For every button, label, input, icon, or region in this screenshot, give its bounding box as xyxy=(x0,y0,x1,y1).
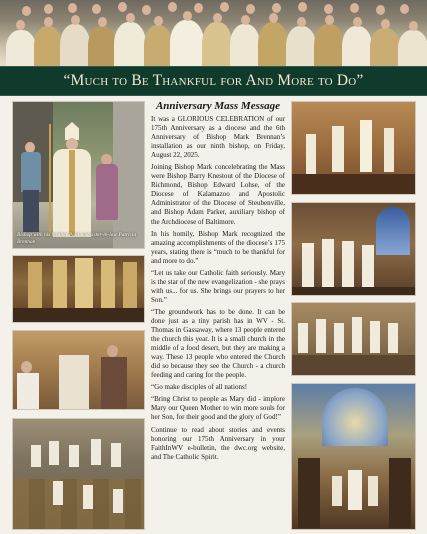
photo-altar-procession xyxy=(291,101,416,195)
photo-cathedral-nave xyxy=(291,383,416,530)
article-paragraph: “Let us take our Catholic faith seriously. Mary is the star of the new evangelization - she prays with us... for us. She brings our prayers to her Son.” xyxy=(151,268,285,304)
headline-title: “Much to Be Thankful for And More to Do” xyxy=(63,72,364,89)
article-heading: Anniversary Mass Message xyxy=(155,100,281,112)
photo-caption: Bishop with his brother Paul and sister-in-law Patricia Brennan xyxy=(17,232,137,245)
photo-altar-interior xyxy=(12,255,145,323)
article-paragraph: Joining Bishop Mark concelebrating the Mass were Bishop Barry Knestout of the Diocese of Richmond, Bishop Edward Lohse, of the Diocese of Kalamazoo and Apostolic Administrator of the Diocese of Steubenville, and Bishop Adam Parker, auxiliary bishop of the Archdiocese of Baltimore. xyxy=(151,163,285,226)
article-column xyxy=(151,100,285,465)
article-paragraph: Continue to read about stories and events honoring our 175th Anniversary in your FaithInWV e-bulletin, the dwc.org website, and The Catholic Spirit. xyxy=(151,425,285,461)
article-paragraph: “Bring Christ to people as Mary did - implore Mary our Queen Mother to win more souls for her Son, for their good and the glory of God!” xyxy=(151,395,285,422)
photo-altar-bishops xyxy=(291,202,416,296)
photo-reading-at-ambo xyxy=(12,330,145,410)
article-paragraph: It was a GLORIOUS CELEBRATION of our 175th Anniversary as a diocese and the 6th Anniversary of Bishop Mark Brennan’s installation as our ninth bishop, on Friday, August 22, 2025. xyxy=(151,115,285,160)
headline-banner xyxy=(0,66,427,96)
photo-clergy-seated xyxy=(291,302,416,376)
hero-figures xyxy=(0,0,427,66)
hero-photo-clergy-group xyxy=(0,0,427,66)
article-paragraph: “The groundwork has to be done. It can be done just as a tiny parish has in WV - St. Thomas in Gassaway, where 13 people entered the church this year. It is a small church in the middle of a food desert, but they are making a way. These 13 people who entered the Church did so because they see the Church - a church feeding and caring for the people. xyxy=(151,307,285,380)
photo-bishop-with-family xyxy=(12,101,145,249)
photo-clergy-procession xyxy=(12,418,145,530)
article-paragraph: In his homily, Bishop Mark recognized the amazing accomplishments of the diocese’s 175 years, stating there is “much to be thankful for and more to do.” xyxy=(151,229,285,265)
article-paragraph: “Go make disciples of all nations! xyxy=(151,383,248,392)
